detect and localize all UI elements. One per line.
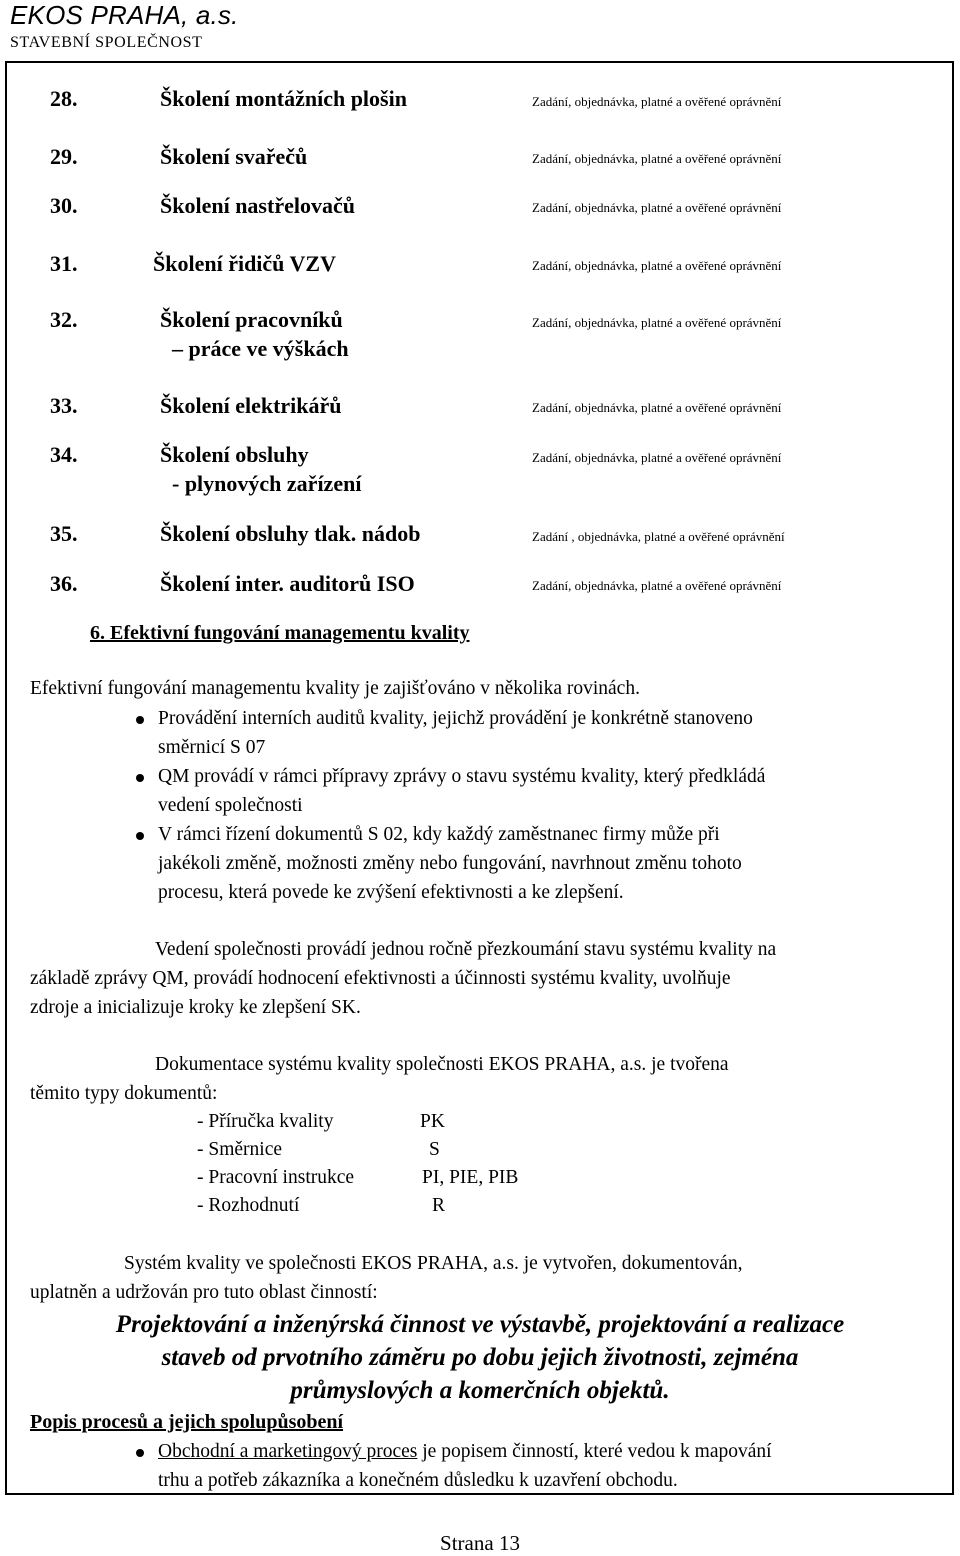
list-item: jakékoli změně, možnosti změny nebo fungování, navrhnout změnu tohoto <box>158 853 742 874</box>
paragraph-line: Dokumentace systému kvality společnosti EKOS PRAHA, a.s. je tvořena <box>155 1054 729 1075</box>
company-subtitle: STAVEBNÍ SPOLEČNOST <box>10 34 203 51</box>
training-number: 30. <box>50 193 78 218</box>
paragraph-line: Vedení společnosti provádí jednou ročně přezkoumání stavu systému kvality na <box>155 939 777 960</box>
paragraph-line: zdroje a inicializuje kroky ke zlepšení SK. <box>30 997 361 1018</box>
paragraph-line: základě zprávy QM, provádí hodnocení efektivnosti a účinnosti systému kvality, uvolňuje <box>30 968 731 989</box>
section-intro: Efektivní fungování managementu kvality je zajišťováno v několika rovinách. <box>30 678 640 699</box>
bullet-icon <box>136 832 144 840</box>
training-requirement: Zadání, objednávka, platné a ověřené oprávnění <box>532 578 782 593</box>
training-number: 34. <box>50 442 78 467</box>
training-title: Školení elektrikářů <box>160 393 342 418</box>
doc-type-name: - Rozhodnutí <box>197 1195 300 1216</box>
page-number: Strana 13 <box>440 1531 520 1555</box>
training-requirement: Zadání , objednávka, platné a ověřené oprávnění <box>532 529 785 544</box>
process-heading: Popis procesů a jejich spolupůsobení <box>30 1411 344 1433</box>
training-number: 28. <box>50 86 78 111</box>
doc-type-code: S <box>429 1139 440 1160</box>
doc-type-name: - Příručka kvality <box>197 1111 334 1132</box>
list-item: Provádění interních auditů kvality, jejichž provádění je konkrétně stanoveno <box>158 708 753 729</box>
training-requirement: Zadání, objednávka, platné a ověřené oprávnění <box>532 450 782 465</box>
training-requirement: Zadání, objednávka, platné a ověřené oprávnění <box>532 200 782 215</box>
training-subtitle: - plynových zařízení <box>172 471 362 496</box>
doc-type-name: - Pracovní instrukce <box>197 1167 355 1188</box>
training-number: 32. <box>50 307 78 332</box>
training-title: Školení inter. auditorů ISO <box>160 571 415 596</box>
training-title: Školení obsluhy tlak. nádob <box>160 521 421 546</box>
training-requirement: Zadání, objednávka, platné a ověřené oprávnění <box>532 94 782 109</box>
training-requirement: Zadání, objednávka, platné a ověřené oprávnění <box>532 400 782 415</box>
scope-line: Projektování a inženýrská činnost ve výstavbě, projektování a realizace <box>115 1311 845 1338</box>
training-title: Školení pracovníků <box>160 307 343 332</box>
list-item: procesu, která povede ke zvýšení efektivnosti a ke zlepšení. <box>158 882 624 903</box>
training-number: 29. <box>50 144 78 169</box>
paragraph-line: Systém kvality ve společnosti EKOS PRAHA, a.s. je vytvořen, dokumentován, <box>124 1253 743 1274</box>
list-item: vedení společnosti <box>158 795 303 816</box>
doc-type-name: - Směrnice <box>197 1139 283 1160</box>
training-title: Školení nastřelovačů <box>160 193 355 218</box>
training-title: Školení obsluhy <box>160 442 309 467</box>
scope-line: průmyslových a komerčních objektů. <box>290 1377 670 1404</box>
paragraph-line: těmito typy dokumentů: <box>30 1083 218 1104</box>
training-title: Školení montážních plošin <box>160 86 407 111</box>
training-number: 31. <box>50 251 78 276</box>
training-number: 35. <box>50 521 78 546</box>
section-heading: 6. Efektivní fungování managementu kvality <box>90 622 470 644</box>
bullet-icon <box>136 1449 144 1457</box>
list-item: QM provádí v rámci přípravy zprávy o stavu systému kvality, který předkládá <box>158 766 766 787</box>
scope-line: staveb od prvotního záměru po dobu jejich životnosti, zejména <box>161 1344 799 1371</box>
training-requirement: Zadání, objednávka, platné a ověřené oprávnění <box>532 151 782 166</box>
doc-type-code: PK <box>420 1111 445 1132</box>
process-item <box>158 1441 772 1463</box>
training-requirement: Zadání, objednávka, platné a ověřené oprávnění <box>532 315 782 330</box>
bullet-icon <box>136 774 144 782</box>
training-title: Školení svařečů <box>160 144 308 169</box>
list-item: V rámci řízení dokumentů S 02, kdy každý zaměstnanec firmy může při <box>158 824 720 845</box>
process-text: je popisem činností, které vedou k mapování <box>417 1441 772 1462</box>
training-subtitle: – práce ve výškách <box>172 336 349 361</box>
process-link[interactable]: Obchodní a marketingový proces <box>158 1441 418 1462</box>
doc-type-code: R <box>432 1195 446 1216</box>
training-title: Školení řidičů VZV <box>153 251 336 276</box>
company-name: EKOS PRAHA, a.s. <box>10 0 239 30</box>
training-number: 36. <box>50 571 78 596</box>
training-number: 33. <box>50 393 78 418</box>
process-text-line: trhu a potřeb zákazníka a konečném důsledku k uzavření obchodu. <box>158 1470 678 1491</box>
training-requirement: Zadání, objednávka, platné a ověřené oprávnění <box>532 258 782 273</box>
doc-type-code: PI, PIE, PIB <box>422 1167 519 1188</box>
paragraph-line: uplatněn a udržován pro tuto oblast činností: <box>30 1282 378 1303</box>
list-item: směrnicí S 07 <box>158 737 266 758</box>
bullet-icon <box>136 716 144 724</box>
